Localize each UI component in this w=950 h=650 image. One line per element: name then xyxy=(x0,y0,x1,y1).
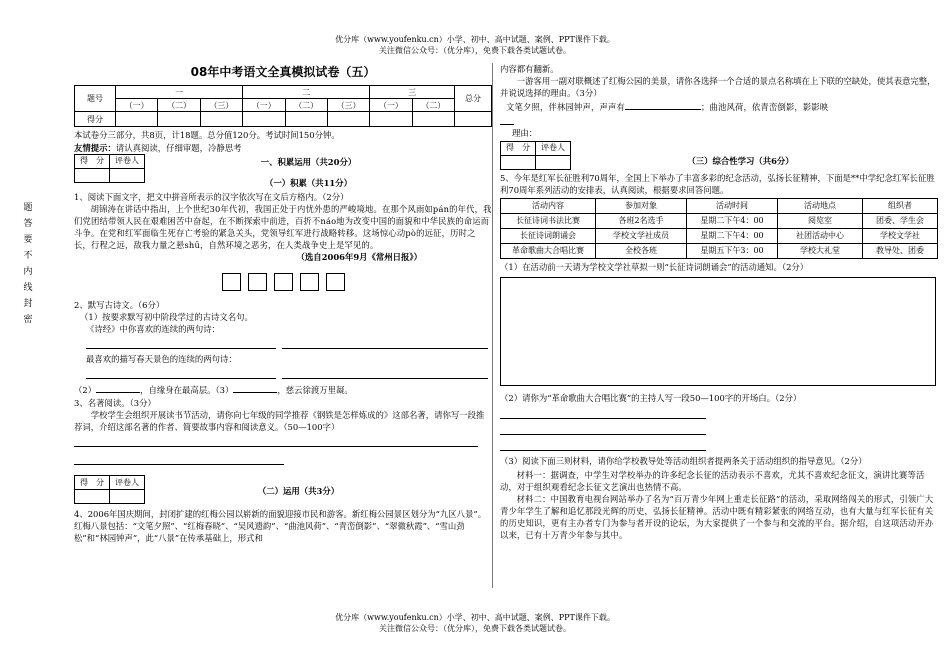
activity-table-header: 活动内容 参加对象 活动时间 活动地点 组织者 xyxy=(501,199,938,214)
page-header xyxy=(0,34,950,56)
answer-box[interactable] xyxy=(222,273,241,291)
q2-sub2: （2） ，自缘身在最高层。（3） ，慈云徐渡万里凝。 xyxy=(74,385,353,396)
answer-line[interactable] xyxy=(282,337,488,349)
q1-answer-boxes xyxy=(74,273,492,291)
activity-table xyxy=(500,198,938,259)
sub1-title: （一）积累（共11分） xyxy=(264,177,353,188)
sub2-title: （二）运用（共3分） xyxy=(257,486,340,497)
answer-line[interactable] xyxy=(282,367,488,379)
answer-line[interactable] xyxy=(500,439,706,451)
score-table: 题号 一 二 三 总分 （一） （二） （三） （一） （二） （三） （一） （二） 得分 xyxy=(74,85,492,127)
q2-sub1: （1）按要求默写初中阶段学过的古诗文名句。 xyxy=(80,311,253,322)
q1-prompt: 1、阅读下面文字，把文中拼音所表示的汉字依次写在文后方格内。（2分） xyxy=(74,192,349,203)
grader-box: 得 分 评卷人 xyxy=(74,475,145,504)
q1-passage: 胡锦涛在讲话中指出，上个世纪30年代初，我国正处于内忧外患的严峻境地。在那个风雨如pán的年代，我们党团结带领人民在艰难困苦中奋起，在不断探索中前进，百折不náo地为改变中国的面貌和中华民族的命运而斗争。在党和红军面临生死存亡考验的紧急关头，党领导红军进行战略转移。这场惊心动pò的远征，历时之长，行程之远，敌我力量之悬shū，自然环境之恶劣，在人类战争史上是罕见的。 xyxy=(74,204,492,251)
q4-continued: 内容都有翻新。 xyxy=(500,64,559,74)
q3-prompt: 3、名著阅读。（3分） xyxy=(74,397,156,408)
material-1: 材料一：据调查，中学生对学校举办的许多纪念长征的活动表示不喜欢，尤其不喜欢纪念征文，演讲比赛等活动，对于组织观看纪念长征文艺演出也热情不高。 xyxy=(500,469,925,492)
reason-label: 理由： xyxy=(512,127,538,138)
answer-box[interactable] xyxy=(248,273,267,291)
answer-line[interactable] xyxy=(500,113,514,125)
part3-heading-row xyxy=(500,141,940,170)
notice-answer-box[interactable] xyxy=(500,277,936,386)
page-footer xyxy=(0,612,950,634)
answer-box[interactable] xyxy=(300,273,319,291)
right-column xyxy=(500,63,940,541)
answer-line[interactable] xyxy=(86,337,276,349)
footer-line-1: 优分库（www.youfenku.cn）小学、初中、高中试题、案例、PPT课件下载。 xyxy=(335,613,615,622)
q5-prompt: 5、今年是红军长征胜利70周年，全国上下举办了丰富多彩的纪念活动，弘扬长征精神，下面是**中学纪念红军长征胜利70周年系列活动的安排表，认真阅读，根据要求回答问题。 xyxy=(500,172,935,195)
footer-line-2: 关注微信公众号：（优分库），免费下载各类试题试卷。 xyxy=(379,624,571,633)
answer-line[interactable] xyxy=(74,453,284,465)
q4-couplet: 文笔夕照，伴林园钟声，声声有 ；曲池风荷，依青峦倒影，影影映 xyxy=(506,101,829,112)
answer-line[interactable] xyxy=(86,367,276,379)
answer-line[interactable] xyxy=(74,435,478,447)
q5-1-prompt: （1）在活动前一天请为学校文学社草拟一则“长征诗词朗诵会”的活动通知。（2分） xyxy=(500,262,809,273)
q2-b-label: 最喜欢的描写春天景色的连续的两句诗： xyxy=(86,354,237,365)
q1-source: （选自2006年9月《常州日报》） xyxy=(296,252,422,263)
part1-heading-row xyxy=(74,154,492,191)
column-divider xyxy=(492,63,493,588)
left-column xyxy=(74,64,492,545)
binding-side-labels: 题 答 要 不 内 线 封 密 xyxy=(23,203,33,325)
part1-title: 一、积累运用（共20分） xyxy=(260,156,357,167)
q5-3-prompt: （3）阅读下面三则材料，请你给学校教导处等活动组织者提两条关于活动组织的指导意见。（2分） xyxy=(500,455,867,466)
part3-title: （三）综合性学习（共6分） xyxy=(687,155,794,166)
answer-box[interactable] xyxy=(274,273,293,291)
q4-text: 4、2006年国庆期间，封闭扩建的红梅公园以崭新的面貌迎接市民和游客。新红梅公园景区划分为“九区八景”。红梅八景包括：“文笔夕照”、“红梅春晓”、“吴风遗韵”、“曲池风荷”、“青峦倒影”、“翠微秋霞”、“雪山劲松”和“林园钟声”，此“八景”在传承基础上，形式和 xyxy=(74,509,487,544)
header-line-2: 关注微信公众号：（优分库），免费下载各类试题试卷。 xyxy=(379,46,571,55)
table-row: 长征诗词朗诵会 学校文学社成员 星期二下午4：00 社团活动中心 学校文学社 xyxy=(501,229,938,244)
q5-2-prompt: （2）请你为“革命歌曲大合唱比赛”的主持人写一段50—100字的开场白。（2分） xyxy=(500,393,802,404)
answer-line[interactable] xyxy=(500,407,706,419)
grader-box: 得 分 评卷人 xyxy=(74,154,145,183)
header-line-1: 优分库（www.youfenku.cn）小学、初中、高中试题、案例、PPT课件下载。 xyxy=(335,35,615,44)
exam-tip: 友情提示：请认真阅读，仔细审题，冷静思考 xyxy=(74,142,242,153)
grader-box: 得 分 评卷人 xyxy=(500,141,571,170)
material-2: 材料二：中国教育电视台网站举办了名为“百万青少年网上重走长征路”的活动，采取网络闯关的形式，引领广大青少年学生了解和追忆那段光辉的历史，弘扬长征精神。活动中既有精彩紧张的网络互动，也有大量与红军长征有关的历史知识，更有主办者专门为参与者开设的论坛，为大家提供了一个参与和交流的平台。据介绍，自这项活动开办以来，已有十万青少年参与其中。 xyxy=(500,493,934,540)
q2-a-label: 《诗经》中你喜欢的连续的两句诗： xyxy=(86,323,220,334)
table-row: 长征诗词书法比赛 各班2名选手 星期二下午4：00 阅览室 团委、学生会 xyxy=(501,214,938,229)
exam-title: 08年中考语文全真模拟试卷（五） xyxy=(190,65,376,79)
part1-sub2-heading-row xyxy=(74,475,492,504)
q2-prompt: 2、默写古诗文。（6分） xyxy=(74,299,165,310)
answer-line[interactable] xyxy=(500,423,706,435)
answer-box[interactable] xyxy=(326,273,345,291)
q3-text: 学校学生会组织开展读书节活动，请你向七年级的同学推荐《钢铁是怎样炼成的》这部名著，请你写一段推荐词，介绍这部名著的作者、简要故事内容和阅读意义。（50—100字） xyxy=(74,409,485,432)
q4-couplet-prompt: 一游客用一副对联概述了红梅公园的美景，请你各选择一个合适的景点名称填在上下联的空缺处，使其表意完整，并说说选择的理由。（3分） xyxy=(500,76,936,99)
table-row: 革命歌曲大合唱比赛 全校各班 星期五下午3：00 学校大礼堂 教导处、团委 xyxy=(501,244,938,259)
exam-intro: 本试卷分三部分，共8页，计18题。总分值120分。考试时间150分钟。 xyxy=(74,130,340,141)
